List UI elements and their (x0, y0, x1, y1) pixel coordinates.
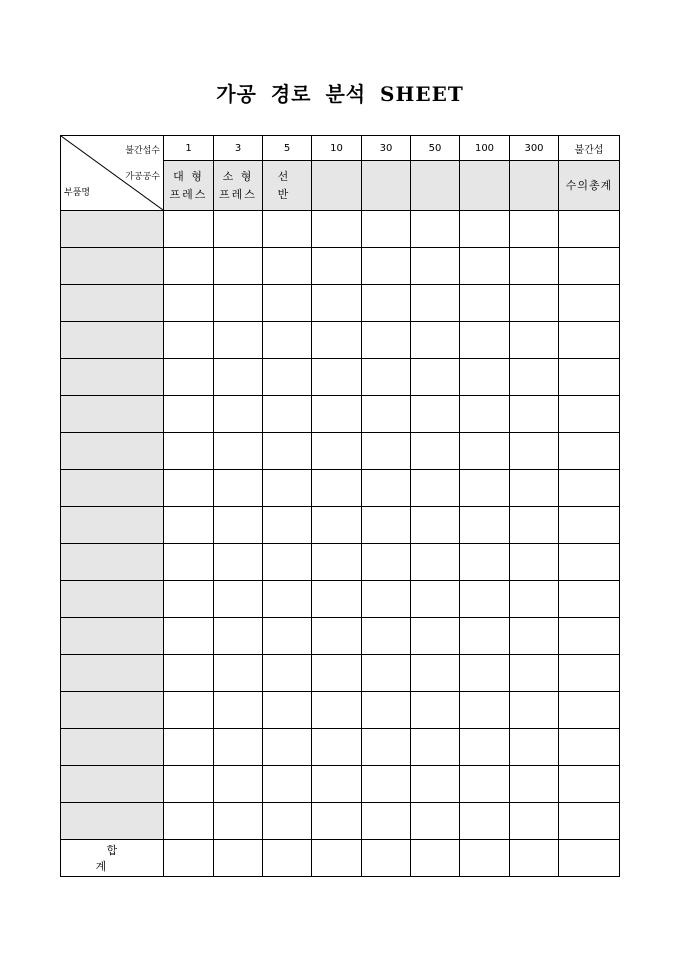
data-cell[interactable] (312, 544, 362, 581)
data-cell[interactable] (362, 322, 411, 359)
data-cell[interactable] (411, 544, 460, 581)
data-cell[interactable] (411, 248, 460, 285)
data-cell[interactable] (263, 581, 312, 618)
table-row (61, 211, 620, 248)
data-cell[interactable] (312, 322, 362, 359)
data-cell[interactable] (510, 803, 559, 840)
part-name-cell[interactable] (61, 618, 164, 655)
data-cell[interactable] (214, 248, 263, 285)
qty-header-cell: 1 (164, 136, 214, 161)
data-cell[interactable] (362, 581, 411, 618)
part-name-cell[interactable] (61, 803, 164, 840)
data-cell[interactable] (164, 322, 214, 359)
corner-label-non-interference: 불간섭수 (125, 146, 160, 156)
table-row (61, 359, 620, 396)
process-header-cell (411, 161, 460, 211)
data-cell[interactable] (559, 766, 620, 803)
table-row (61, 544, 620, 581)
total-cell[interactable] (510, 840, 559, 877)
data-cell[interactable] (411, 766, 460, 803)
table-row (61, 729, 620, 766)
data-cell[interactable] (164, 581, 214, 618)
data-cell[interactable] (460, 692, 510, 729)
table-row (61, 248, 620, 285)
data-cell[interactable] (460, 507, 510, 544)
data-cell[interactable] (510, 433, 559, 470)
data-cell[interactable] (460, 211, 510, 248)
data-cell[interactable] (214, 211, 263, 248)
data-cell[interactable] (460, 655, 510, 692)
data-cell[interactable] (164, 359, 214, 396)
data-cell[interactable] (411, 655, 460, 692)
table-row (61, 766, 620, 803)
data-cell[interactable] (263, 803, 312, 840)
data-cell[interactable] (460, 544, 510, 581)
part-name-cell[interactable] (61, 544, 164, 581)
table-row (61, 692, 620, 729)
quantity-header-row (61, 136, 620, 161)
data-cell[interactable] (411, 729, 460, 766)
data-cell[interactable] (164, 211, 214, 248)
data-cell[interactable] (362, 433, 411, 470)
total-cell[interactable] (460, 840, 510, 877)
table-row (61, 322, 620, 359)
data-cell[interactable] (312, 581, 362, 618)
data-cell[interactable] (559, 470, 620, 507)
qty-header-cell: 50 (411, 136, 460, 161)
data-cell[interactable] (164, 544, 214, 581)
data-cell[interactable] (460, 396, 510, 433)
part-name-cell[interactable] (61, 211, 164, 248)
table-row (61, 803, 620, 840)
data-cell[interactable] (362, 729, 411, 766)
qty-header-cell: 30 (362, 136, 411, 161)
process-header-cell: 소 형 프레스 (214, 161, 263, 211)
data-cell[interactable] (362, 211, 411, 248)
table-row (61, 396, 620, 433)
total-cell[interactable] (362, 840, 411, 877)
process-header-cell (510, 161, 559, 211)
data-cell[interactable] (164, 692, 214, 729)
data-cell[interactable] (312, 285, 362, 322)
data-cell[interactable] (510, 544, 559, 581)
data-cell[interactable] (362, 285, 411, 322)
part-name-cell[interactable] (61, 507, 164, 544)
part-name-cell[interactable] (61, 692, 164, 729)
data-cell[interactable] (263, 544, 312, 581)
data-cell[interactable] (214, 285, 263, 322)
process-header-cell: 선 반 (263, 161, 312, 211)
data-cell[interactable] (559, 322, 620, 359)
data-cell[interactable] (559, 618, 620, 655)
data-cell[interactable] (362, 803, 411, 840)
data-cell[interactable] (164, 618, 214, 655)
data-cell[interactable] (411, 692, 460, 729)
data-cell[interactable] (362, 248, 411, 285)
data-cell[interactable] (510, 248, 559, 285)
data-cell[interactable] (263, 507, 312, 544)
part-name-cell[interactable] (61, 248, 164, 285)
table-row (61, 655, 620, 692)
process-analysis-table (60, 135, 620, 877)
part-name-cell[interactable] (61, 285, 164, 322)
part-name-cell[interactable] (61, 581, 164, 618)
data-cell[interactable] (460, 285, 510, 322)
part-name-cell[interactable] (61, 766, 164, 803)
part-name-cell[interactable] (61, 322, 164, 359)
data-cell[interactable] (460, 470, 510, 507)
data-cell[interactable] (362, 618, 411, 655)
total-label-cell (61, 840, 164, 877)
total-cell[interactable] (312, 840, 362, 877)
data-cell[interactable] (263, 692, 312, 729)
data-cell[interactable] (559, 692, 620, 729)
data-cell[interactable] (312, 507, 362, 544)
qty-header-cell: 10 (312, 136, 362, 161)
total-cell[interactable] (559, 840, 620, 877)
data-cell[interactable] (362, 692, 411, 729)
data-cell[interactable] (460, 322, 510, 359)
data-cell[interactable] (263, 433, 312, 470)
data-cell[interactable] (312, 433, 362, 470)
data-cell[interactable] (164, 766, 214, 803)
table-row (61, 581, 620, 618)
data-cell[interactable] (510, 507, 559, 544)
data-cell[interactable] (460, 766, 510, 803)
data-cell[interactable] (559, 803, 620, 840)
data-cell[interactable] (510, 581, 559, 618)
data-cell[interactable] (362, 396, 411, 433)
data-cell[interactable] (164, 285, 214, 322)
data-cell[interactable] (214, 581, 263, 618)
data-cell[interactable] (263, 248, 312, 285)
part-name-cell[interactable] (61, 470, 164, 507)
data-cell[interactable] (214, 803, 263, 840)
table-row (61, 285, 620, 322)
data-cell[interactable] (164, 396, 214, 433)
data-cell[interactable] (214, 692, 263, 729)
data-cell[interactable] (559, 211, 620, 248)
data-cell[interactable] (559, 544, 620, 581)
data-cell[interactable] (411, 285, 460, 322)
data-cell[interactable] (510, 729, 559, 766)
data-cell[interactable] (510, 618, 559, 655)
data-cell[interactable] (263, 470, 312, 507)
data-cell[interactable] (263, 655, 312, 692)
total-row (61, 840, 620, 877)
data-cell[interactable] (214, 766, 263, 803)
data-cell[interactable] (411, 803, 460, 840)
data-cell[interactable] (312, 803, 362, 840)
data-cell[interactable] (312, 359, 362, 396)
data-cell[interactable] (559, 581, 620, 618)
data-cell[interactable] (411, 618, 460, 655)
data-cell[interactable] (362, 766, 411, 803)
process-header-cell (460, 161, 510, 211)
data-cell[interactable] (460, 618, 510, 655)
data-cell[interactable] (559, 396, 620, 433)
data-cell[interactable] (263, 211, 312, 248)
data-cell[interactable] (164, 729, 214, 766)
data-cell[interactable] (263, 618, 312, 655)
data-cell[interactable] (312, 248, 362, 285)
table-row (61, 507, 620, 544)
data-cell[interactable] (164, 655, 214, 692)
data-cell[interactable] (214, 618, 263, 655)
data-cell[interactable] (214, 433, 263, 470)
qty-header-cell: 불간섭 (559, 136, 620, 161)
data-cell[interactable] (559, 655, 620, 692)
data-cell[interactable] (164, 248, 214, 285)
data-cell[interactable] (411, 507, 460, 544)
data-cell[interactable] (312, 470, 362, 507)
data-cell[interactable] (214, 396, 263, 433)
data-cell[interactable] (312, 618, 362, 655)
page-title: 가공 경로 분석 SHEET (216, 82, 464, 106)
data-cell[interactable] (559, 507, 620, 544)
data-cell[interactable] (411, 470, 460, 507)
data-cell[interactable] (510, 396, 559, 433)
data-cell[interactable] (263, 322, 312, 359)
process-header-cell (362, 161, 411, 211)
data-cell[interactable] (263, 285, 312, 322)
data-cell[interactable] (263, 396, 312, 433)
data-cell[interactable] (164, 507, 214, 544)
data-cell[interactable] (214, 655, 263, 692)
total-label: 합 계 (95, 844, 140, 873)
qty-header-cell: 3 (214, 136, 263, 161)
process-header-cell: 대 형 프레스 (164, 161, 214, 211)
part-name-cell[interactable] (61, 433, 164, 470)
data-cell[interactable] (510, 692, 559, 729)
data-cell[interactable] (510, 766, 559, 803)
part-name-cell[interactable] (61, 359, 164, 396)
data-cell[interactable] (312, 396, 362, 433)
data-cell[interactable] (263, 766, 312, 803)
data-cell[interactable] (411, 322, 460, 359)
data-cell[interactable] (510, 285, 559, 322)
part-name-cell[interactable] (61, 729, 164, 766)
data-cell[interactable] (460, 433, 510, 470)
data-cell[interactable] (214, 470, 263, 507)
total-cell[interactable] (411, 840, 460, 877)
data-cell[interactable] (460, 359, 510, 396)
corner-header-cell (61, 136, 164, 211)
data-cell[interactable] (510, 322, 559, 359)
qty-header-cell: 300 (510, 136, 559, 161)
data-cell[interactable] (164, 433, 214, 470)
data-cell[interactable] (559, 285, 620, 322)
data-cell[interactable] (460, 248, 510, 285)
data-cell[interactable] (460, 729, 510, 766)
data-cell[interactable] (411, 359, 460, 396)
data-cell[interactable] (411, 433, 460, 470)
total-cell[interactable] (164, 840, 214, 877)
data-cell[interactable] (362, 655, 411, 692)
corner-label-part-name: 부품명 (64, 188, 91, 198)
data-cell[interactable] (411, 396, 460, 433)
total-cell[interactable] (263, 840, 312, 877)
data-cell[interactable] (510, 211, 559, 248)
data-cell[interactable] (214, 359, 263, 396)
data-cell[interactable] (164, 470, 214, 507)
table-row (61, 618, 620, 655)
data-cell[interactable] (263, 359, 312, 396)
data-cell[interactable] (362, 544, 411, 581)
table-row (61, 433, 620, 470)
total-cell[interactable] (214, 840, 263, 877)
data-cell[interactable] (460, 581, 510, 618)
data-cell[interactable] (214, 544, 263, 581)
part-name-cell[interactable] (61, 396, 164, 433)
data-cell[interactable] (362, 359, 411, 396)
data-cell[interactable] (214, 322, 263, 359)
data-cell[interactable] (510, 655, 559, 692)
data-cell[interactable] (312, 211, 362, 248)
data-cell[interactable] (312, 729, 362, 766)
data-cell[interactable] (411, 581, 460, 618)
data-cell[interactable] (214, 729, 263, 766)
data-cell[interactable] (362, 507, 411, 544)
data-cell[interactable] (312, 655, 362, 692)
process-header-cell: 수의총계 (559, 161, 620, 211)
data-cell[interactable] (263, 729, 312, 766)
data-cell[interactable] (510, 470, 559, 507)
data-cell[interactable] (164, 803, 214, 840)
process-header-cell (312, 161, 362, 211)
data-cell[interactable] (460, 803, 510, 840)
part-name-cell[interactable] (61, 655, 164, 692)
data-cell[interactable] (362, 470, 411, 507)
data-cell[interactable] (411, 211, 460, 248)
qty-header-cell: 100 (460, 136, 510, 161)
qty-header-cell: 5 (263, 136, 312, 161)
table-row (61, 470, 620, 507)
data-cell[interactable] (559, 359, 620, 396)
data-cell[interactable] (559, 729, 620, 766)
data-cell[interactable] (214, 507, 263, 544)
corner-label-process-count: 가공공수 (125, 172, 160, 182)
data-cell[interactable] (312, 692, 362, 729)
data-cell[interactable] (559, 433, 620, 470)
data-cell[interactable] (312, 766, 362, 803)
data-cell[interactable] (510, 359, 559, 396)
data-cell[interactable] (559, 248, 620, 285)
